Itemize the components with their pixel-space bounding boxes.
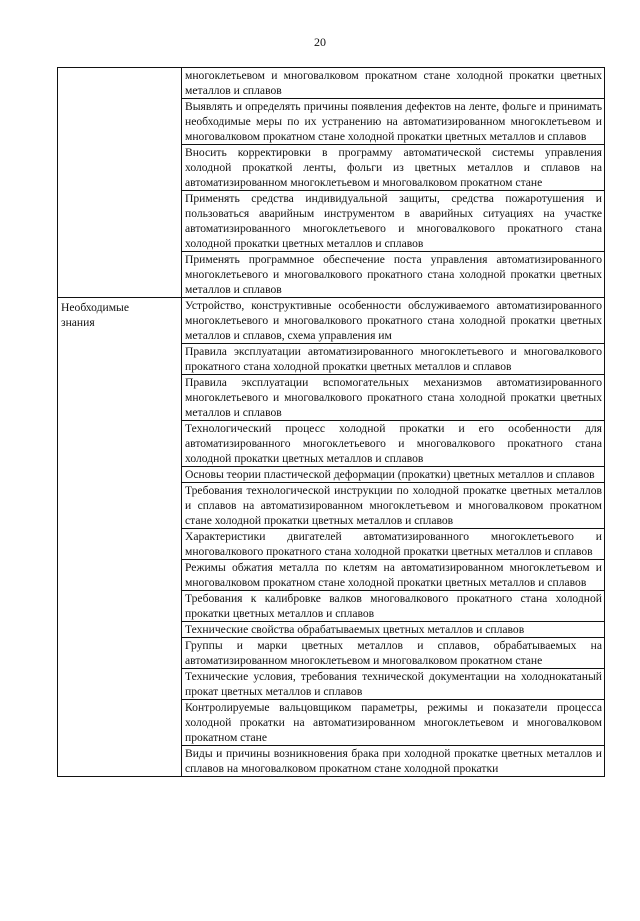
table-row [58, 298, 605, 344]
skill-item: Применять программное обеспечение поста управления автоматизированного многоклетьевого и многовалкового прокатного стана холодной прокатки цветных металлов и сплавов [182, 252, 605, 298]
requirements-table [57, 67, 605, 777]
skill-item: Вносить корректировки в программу автоматической системы управления холодной прокаткой ленты, фольги из цветных металлов и сплавов на автоматизированном многоклетьевом и многовалковом прокатном стане [182, 145, 605, 191]
knowledge-item: Технические условия, требования технической документации на холоднокатаный прокат цветных металлов и сплавов [182, 669, 605, 700]
knowledge-item: Технические свойства обрабатываемых цветных металлов и сплавов [182, 622, 605, 638]
knowledge-label-line1: Необходимые [61, 301, 129, 314]
skills-label-cell [58, 68, 182, 298]
knowledge-item: Режимы обжатия металла по клетям на автоматизированном многоклетьевом и многовалковом прокатном стане холодной прокатки цветных металлов и сплавов [182, 560, 605, 591]
skill-item: Применять средства индивидуальной защиты, средства пожаротушения и пользоваться аварийным инструментом в аварийных ситуациях на участке автоматизированного многоклетьевого и многовалкового прокатного стана холодной прокатки цветных металлов и сплавов [182, 191, 605, 252]
knowledge-item: Характеристики двигателей автоматизированного многоклетьевого и многовалкового прокатного стана холодной прокатки цветных металлов и сплавов [182, 529, 605, 560]
page-number: 20 [314, 35, 326, 49]
knowledge-item: Правила эксплуатации вспомогательных механизмов автоматизированного многоклетьевого и многовалкового прокатного стана холодной прокатки цветных металлов и сплавов [182, 375, 605, 421]
knowledge-label-cell [58, 298, 182, 777]
knowledge-item: Устройство, конструктивные особенности обслуживаемого автоматизированного многоклетьевого и многовалкового прокатного стана холодной прокатки цветных металлов и сплавов, схема управления им [182, 298, 605, 344]
knowledge-item: Основы теории пластической деформации (прокатки) цветных металлов и сплавов [182, 467, 605, 483]
skill-item: многоклетьевом и многовалковом прокатном стане холодной прокатки цветных металлов и сплавов [182, 68, 605, 99]
knowledge-item: Контролируемые вальцовщиком параметры, режимы и показатели процесса холодной прокатки на автоматизированном многоклетьевом и многовалковом прокатном стане [182, 700, 605, 746]
knowledge-label-line2: знания [61, 316, 95, 329]
knowledge-item: Группы и марки цветных металлов и сплавов, обрабатываемых на автоматизированном многоклетьевом и многовалковом прокатном стане [182, 638, 605, 669]
knowledge-item: Виды и причины возникновения брака при холодной прокатке цветных металлов и сплавов на многовалковом прокатном стане холодной прокатки [182, 746, 605, 777]
knowledge-item: Правила эксплуатации автоматизированного многоклетьевого и многовалкового прокатного стана холодной прокатки цветных металлов и сплавов [182, 344, 605, 375]
knowledge-item: Требования к калибровке валков многовалкового прокатного стана холодной прокатки цветных металлов и сплавов [182, 591, 605, 622]
knowledge-item: Требования технологической инструкции по холодной прокатке цветных металлов и сплавов на автоматизированном многоклетьевом и многовалковом прокатном стане холодной прокатки цветных металлов и сплавов [182, 483, 605, 529]
skill-item: Выявлять и определять причины появления дефектов на ленте, фольге и принимать необходимые меры по их устранению на автоматизированном многоклетьевом и многовалковом прокатном стане холодной прокатки цветных металлов и сплавов [182, 99, 605, 145]
knowledge-item: Технологический процесс холодной прокатки и его особенности для автоматизированного многоклетьевого и многовалкового прокатного стана холодной прокатки цветных металлов и сплавов [182, 421, 605, 467]
table-row [58, 68, 605, 99]
